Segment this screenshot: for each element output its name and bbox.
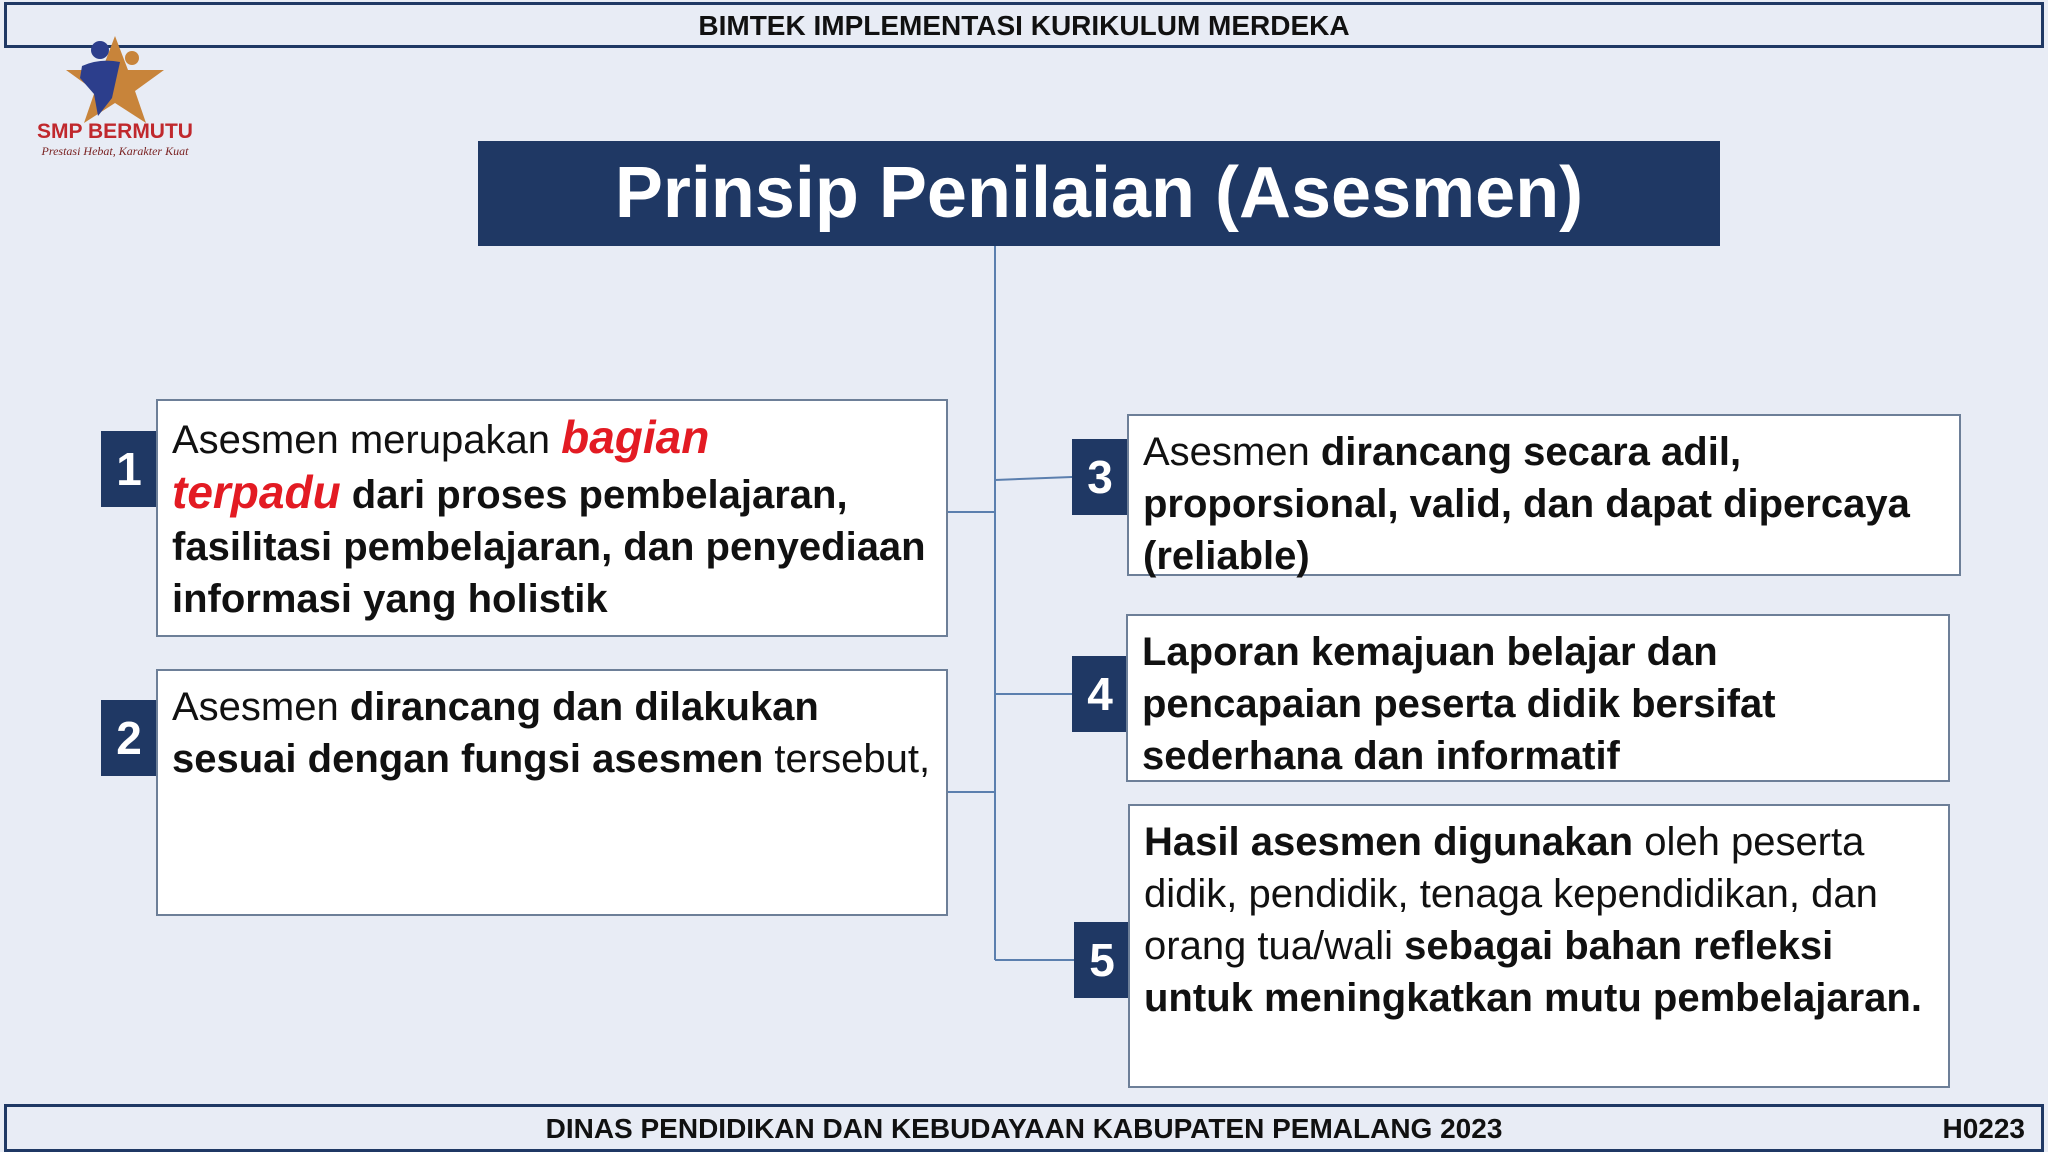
- principle-3-box: [1127, 414, 1961, 576]
- principle-1-number: 1: [101, 431, 157, 507]
- principle-5-box: [1128, 804, 1950, 1088]
- principle-1-bold: dari proses pembelajaran, fasilitasi pembelajaran, dan penyediaan informasi yang holistik: [172, 473, 926, 621]
- principle-2-number: 2: [101, 700, 157, 776]
- principle-5-text: oleh peserta didik, pendidik, tenaga kependidikan, dan orang tua/wali: [1144, 820, 1878, 968]
- principle-4-box: [1126, 614, 1950, 782]
- footer-code: H0223: [1942, 1113, 2025, 1144]
- principle-4-bold: Laporan kemajuan belajar dan pencapaian peserta didik bersifat sederhana dan informatif: [1142, 630, 1776, 778]
- principle-3-text: Asesmen: [1143, 430, 1321, 474]
- logo-tagline: Prestasi Hebat, Karakter Kuat: [41, 144, 189, 158]
- footer-text: DINAS PENDIDIKAN DAN KEBUDAYAAN KABUPATEN PEMALANG 2023: [545, 1113, 1503, 1144]
- principle-1-emphasis-2: terpadu: [172, 466, 341, 518]
- principle-3-bold: dirancang secara adil, proporsional, valid, dan dapat dipercaya (reliable): [1143, 430, 1910, 578]
- principle-2-text-end: tersebut,: [763, 737, 931, 781]
- page-title: Prinsip Penilaian (Asesmen): [478, 141, 1720, 246]
- principle-1-emphasis-1: bagian: [561, 411, 710, 463]
- principle-1-box: [156, 399, 948, 637]
- principle-1-text: Asesmen merupakan: [172, 418, 562, 462]
- principle-5-bold-end: sebagai bahan refleksi untuk meningkatkan mutu pembelajaran.: [1144, 924, 1922, 1020]
- header-title: BIMTEK IMPLEMENTASI KURIKULUM MERDEKA: [698, 10, 1350, 41]
- logo-name: SMP BERMUTU: [37, 120, 193, 143]
- principle-5-number: 5: [1074, 922, 1130, 998]
- principle-3-number: 3: [1072, 439, 1128, 515]
- principle-2-bold: dirancang dan dilakukan sesuai dengan fungsi asesmen: [172, 685, 819, 781]
- principle-2-text: Asesmen: [172, 685, 350, 729]
- principle-4-number: 4: [1072, 656, 1128, 732]
- principle-2-box: [156, 669, 948, 916]
- principle-5-bold: Hasil asesmen digunakan: [1144, 820, 1634, 864]
- footer-bar: [4, 1104, 2044, 1152]
